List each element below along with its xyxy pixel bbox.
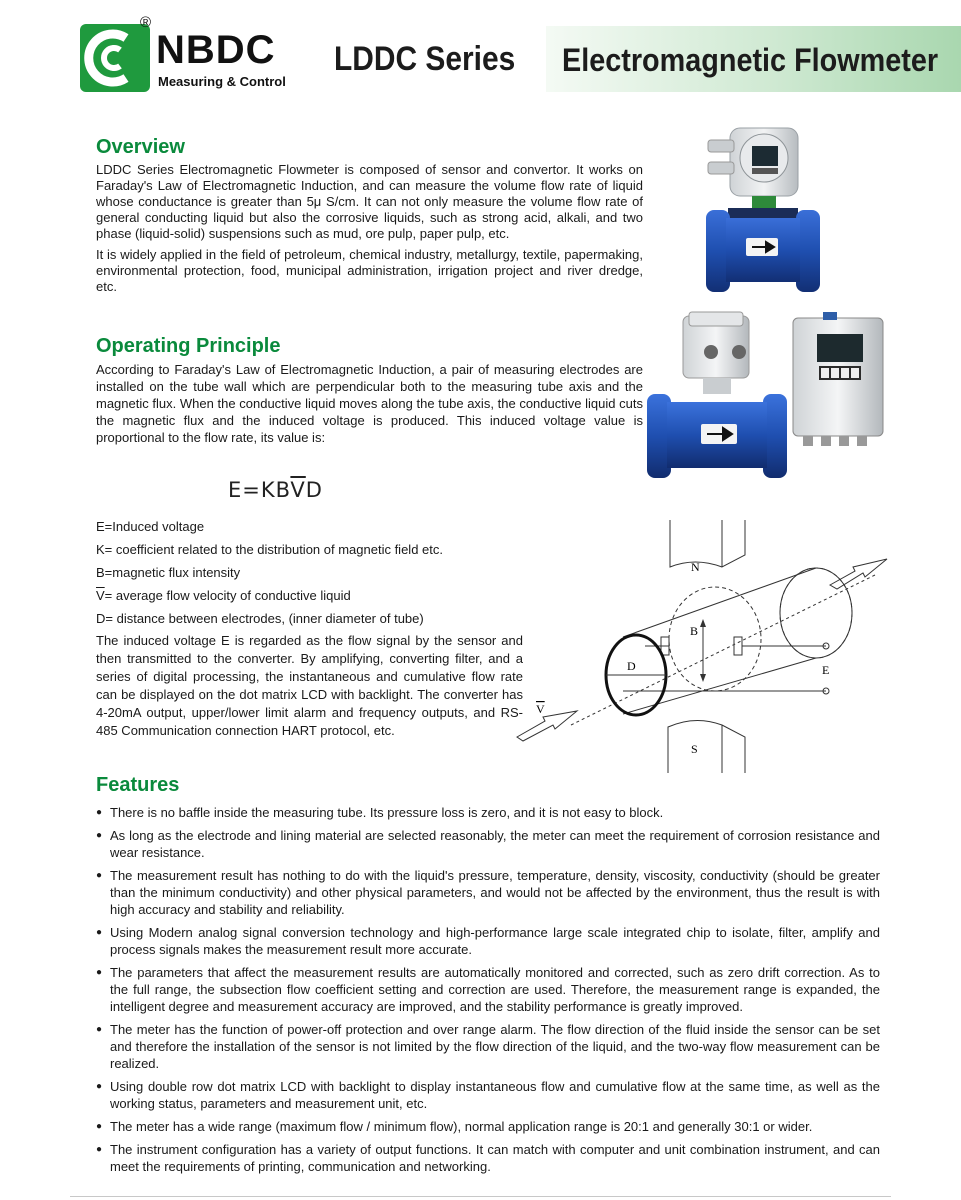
flowmeter-converter-photo	[645, 310, 890, 480]
definition-v	[96, 588, 526, 611]
definition-v-text: = average flow velocity of conductive liquid	[104, 588, 351, 603]
induction-principle-diagram	[515, 515, 895, 777]
diagram-label-n: N	[691, 560, 700, 574]
feature-item: ● As long as the electrode and lining material are selected reasonably, the meter can meet the requirement of corrosion resistance and wear resistance.	[96, 827, 880, 861]
page-title: Electromagnetic Flowmeter	[562, 42, 939, 78]
flowmeter-photo	[700, 118, 826, 296]
overview-text	[96, 162, 643, 300]
signal-explanation: The induced voltage E is regarded as the flow signal by the sensor and then transmitted to the converter. By amplifying, converting filter, and a series of digital processing, the instantaneous and cumulative flow rate can be displayed on the dot matrix LCD with backlight. The converter has 4-20mA output, upper/lower limit alarm and frequency outputs, and RS-485 Communication connection HART protocol, etc.	[96, 633, 523, 738]
diagram-label-d: D	[627, 659, 636, 673]
feature-item: ● The measurement result has nothing to do with the liquid's pressure, temperature, density, viscosity, conductivity (should be greater than the minimum conductivity) and other physical parameters, and would not be affected by the environment, thus the result is with high accuracy and stability and reliability.	[96, 867, 880, 918]
induction-formula	[228, 478, 323, 502]
diagram-label-e: E	[822, 663, 830, 677]
overview-heading: Overview	[96, 136, 185, 158]
feature-item: ● There is no baffle inside the measuring tube. Its pressure loss is zero, and it is not easy to block.	[96, 804, 880, 821]
feature-item: ● Using Modern analog signal conversion technology and high-performance large scale integrated chip to isolate, filter, amplify and process signals makes the measurement result more accurate.	[96, 924, 880, 958]
series-title: LDDC Series	[334, 40, 516, 78]
features-list	[96, 804, 880, 1181]
definition-b: B=magnetic flux intensity	[96, 565, 241, 580]
footer-divider	[70, 1196, 891, 1197]
definition-v-symbol: $\overline{V}$	[96, 588, 105, 603]
definition-d: D= distance between electrodes, (inner diameter of tube)	[96, 611, 424, 626]
feature-item: ● The parameters that affect the measurement results are automatically monitored and corrected, such as zero drift correction. As to the full range, the subsection flow coefficient setting and correction are used. Therefore, the measurement range is expanded, the intelligent degree and measurement accuracy are improved, and the stability performance is greatly improved.	[96, 964, 880, 1015]
brand-tagline: Measuring & Control	[158, 74, 286, 89]
operating-principle-heading: Operating Principle	[96, 335, 281, 357]
definition-e: E=Induced voltage	[96, 519, 205, 534]
feature-item: ● Using double row dot matrix LCD with backlight to display instantaneous flow and cumulative flow at the same time, as well as the working status, parameters and measurement unit, etc.	[96, 1078, 880, 1112]
operating-principle-text: According to Faraday's Law of Electromagnetic Induction, a pair of measuring electrodes are installed on the tube wall which are perpendicular both to the measuring tube axis and the magnetic flux. When the conductive liquid moves along the tube axis, the conductive liquid cuts the magnetic flux and the induced voltage is produced. This induced voltage value is proportional to the flow rate, its value is:	[96, 362, 643, 445]
registered-mark: ®	[140, 14, 152, 31]
definition-k: K= coefficient related to the distribution of magnetic field etc.	[96, 542, 443, 557]
diagram-label-v: V	[536, 702, 545, 716]
formula-right: D	[305, 478, 323, 502]
overview-paragraph-1: LDDC Series Electromagnetic Flowmeter is composed of sensor and convertor. It works on Faraday's Law of Electromagnetic Induction, and can measure the volume flow rate of liquid whose conductance is greater than 5μ S/cm. It can not only measure the volume flow rate of general conducting liquid but also the corrosive liquids, such as strong acid, alkali, and two phase (liquid-solid) suspensions such as mud, ore pulp, paper pulp, etc.	[96, 162, 643, 241]
feature-item: ● The instrument configuration has a variety of output functions. It can match with computer and unit combination instrument, and can meet the requirements of printing, communication and networking.	[96, 1141, 880, 1175]
formula-velocity-symbol: $\overline{V}$	[290, 478, 306, 502]
overview-paragraph-2: It is widely applied in the field of petroleum, chemical industry, metallurgy, textile, papermaking, environmental protection, food, municipal administration, irrigation project and river dredge, etc.	[96, 247, 643, 294]
brand-name: NBDC	[156, 28, 276, 72]
feature-item: ● The meter has a wide range (maximum flow / minimum flow), normal application range is 20:1 and generally 30:1 or wider.	[96, 1118, 880, 1135]
feature-item: ● The meter has the function of power-off protection and over range alarm. The flow direction of the fluid inside the sensor can be set and therefore the installation of the sensor is not limited by the flow direction of the liquid, and the two-way flow measurement can be realized.	[96, 1021, 880, 1072]
diagram-label-s: S	[691, 742, 698, 756]
diagram-label-b: B	[690, 624, 699, 638]
formula-left: E=KB	[228, 478, 291, 502]
features-heading: Features	[96, 774, 180, 796]
formula-definitions	[96, 519, 526, 634]
nbdc-logo-icon	[80, 24, 150, 92]
